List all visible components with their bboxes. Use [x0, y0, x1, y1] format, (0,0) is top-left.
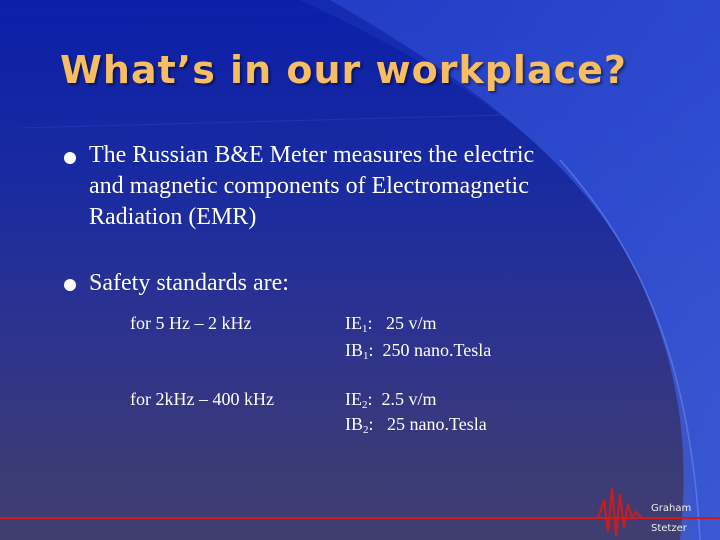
- limit-ie1: $IE_1$: 25 v/m: [345, 313, 437, 335]
- range-label-1: for 5 Hz – 2 kHz: [130, 313, 252, 333]
- bullet-line: The Russian B&E Meter measures the electric: [89, 142, 535, 168]
- logo-text-last: Stetzer: [651, 523, 687, 534]
- bullet-line: and magnetic components of Electromagnetic: [89, 173, 529, 199]
- logo-text-first: Graham: [651, 503, 692, 514]
- limit-ib2: $IB_2$: 25 nano.Tesla: [345, 414, 487, 436]
- bullet-line: Safety standards are:: [89, 270, 289, 296]
- limit-ie2: $IE_2$: 2.5 v/m: [345, 389, 437, 411]
- slide-title: What’s in our workplace?: [60, 48, 627, 92]
- range-label-2: for 2kHz – 400 kHz: [130, 389, 274, 409]
- limit-ib1: $IB_1$: 250 nano.Tesla: [345, 340, 492, 362]
- bullet-line: Radiation (EMR): [89, 204, 257, 230]
